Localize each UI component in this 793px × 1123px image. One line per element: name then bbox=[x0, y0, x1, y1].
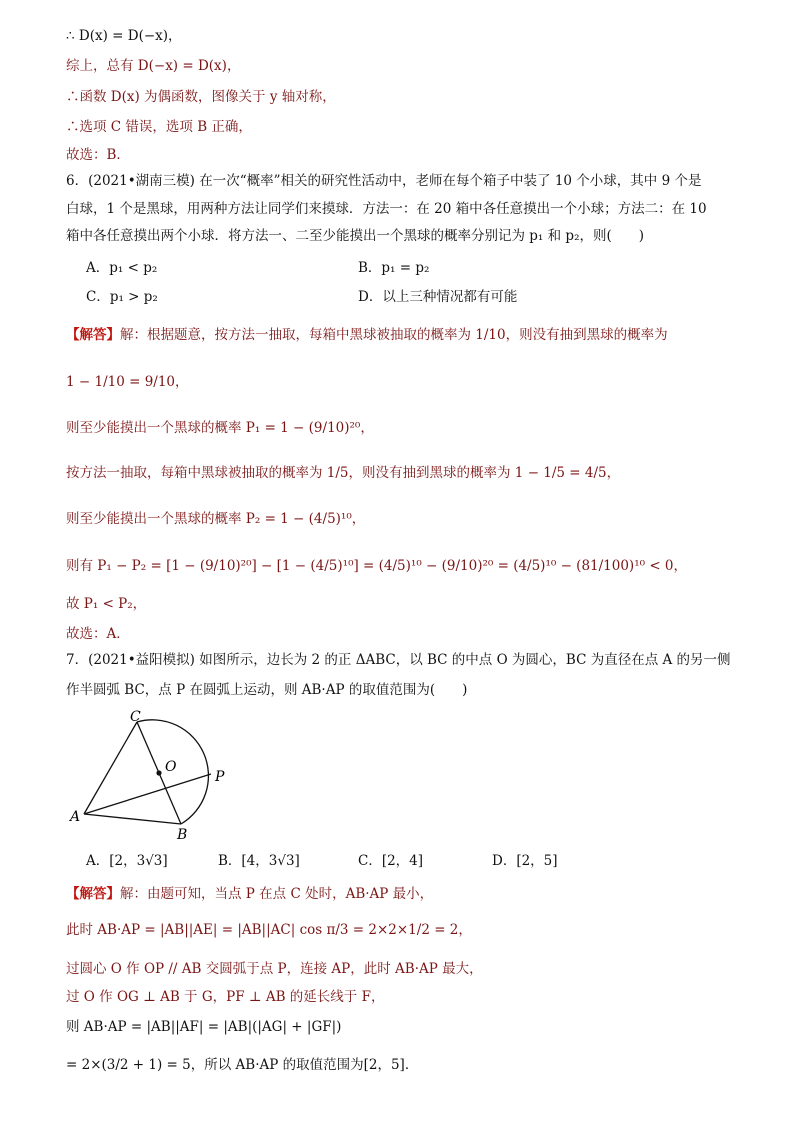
q7-option-b: B．[4，3√3] bbox=[218, 853, 300, 869]
q7-answer-tag: 【解答】 bbox=[66, 886, 120, 902]
label-b: B bbox=[177, 827, 188, 842]
q6-answer-tag: 【解答】 bbox=[66, 327, 120, 343]
q6-option-a: A．p₁ < p₂ bbox=[86, 260, 158, 276]
q6-answer-line-1 bbox=[66, 325, 668, 345]
prev-line-5: 故选：B． bbox=[66, 147, 130, 163]
q6-answer-text-1: 解：根据题意，按方法一抽取，每箱中黑球被抽取的概率为 1/10，则没有抽到黑球的概率为 bbox=[120, 327, 668, 343]
q7-answer-line-1 bbox=[66, 884, 433, 904]
label-c: C bbox=[130, 709, 141, 725]
q6-answer-line-8: 故选：A． bbox=[66, 626, 130, 642]
q6-option-b: B．p₁ = p₂ bbox=[358, 260, 430, 276]
prev-line-4: ∴选项 C 错误，选项 B 正确， bbox=[66, 119, 252, 135]
center-point-o bbox=[156, 770, 161, 775]
q7-answer-line-5: 则 AB·AP = |AB||AF| = |AB|(|AG| + |GF|) bbox=[66, 1019, 342, 1035]
q7-stem-2: 作半圆弧 BC，点 P 在圆弧上运动，则 AB·AP 的取值范围为( ) bbox=[66, 682, 468, 698]
q7-answer-text-1: 解：由题可知，当点 P 在点 C 处时，AB·AP 最小， bbox=[120, 886, 434, 902]
q6-option-c: C．p₁ > p₂ bbox=[86, 289, 158, 305]
label-o: O bbox=[165, 759, 177, 775]
q7-stem-1: 7．(2021•益阳模拟) 如图所示，边长为 2 的正 ΔABC，以 BC 的中点 O 为圆心，BC 为直径在点 A 的另一侧 bbox=[66, 652, 731, 668]
prev-line-2: 综上，总有 D(−x) = D(x)， bbox=[66, 58, 241, 74]
q7-option-c: C．[2，4] bbox=[358, 853, 424, 869]
q7-answer-line-4: 过 O 作 OG ⊥ AB 于 G，PF ⊥ AB 的延长线于 F， bbox=[66, 989, 385, 1005]
prev-line-3: ∴函数 D(x) 为偶函数，图像关于 y 轴对称， bbox=[66, 89, 336, 105]
q7-answer-line-2: 此时 AB·AP = |AB||AE| = |AB||AC| cos π/3 = 2×2×1/2 = 2， bbox=[66, 922, 472, 938]
q6-answer-line-6: 则有 P₁ − P₂ = [1 − (9/10)²⁰] − [1 − (4/5)¹⁰] = (4/5)¹⁰ − (9/10)²⁰ = (4/5)¹⁰ − (81/100)¹⁰ < 0， bbox=[66, 558, 688, 574]
q6-answer-line-4: 按方法一抽取，每箱中黑球被抽取的概率为 1/5，则没有抽到黑球的概率为 1 − 1/5 = 4/5， bbox=[66, 465, 621, 481]
q7-triangle-semicircle-figure bbox=[66, 702, 326, 842]
q7-option-a: A．[2，3√3] bbox=[86, 853, 168, 869]
prev-line-1: ∴ D(x) = D(−x)， bbox=[66, 28, 182, 44]
q6-answer-line-5: 则至少能摸出一个黑球的概率 P₂ = 1 − (4/5)¹⁰， bbox=[66, 511, 366, 527]
label-a: A bbox=[70, 809, 81, 825]
q6-stem-2: 白球，1 个是黑球，用两种方法让同学们来摸球．方法一：在 20 箱中各任意摸出一个小球；方法二：在 10 bbox=[66, 201, 707, 217]
label-p: P bbox=[215, 769, 225, 785]
side-ab bbox=[84, 814, 181, 824]
q6-answer-line-3: 则至少能摸出一个黑球的概率 P₁ = 1 − (9/10)²⁰， bbox=[66, 420, 374, 436]
q7-answer-line-6: = 2×(3/2 + 1) = 5，所以 AB·AP 的取值范围为[2，5]． bbox=[66, 1057, 419, 1073]
q7-option-d: D．[2，5] bbox=[492, 853, 558, 869]
q6-stem-1: 6．(2021•湖南三模) 在一次“概率”相关的研究性活动中，老师在每个箱子中装了 10 个小球，其中 9 个是 bbox=[66, 173, 702, 189]
q6-answer-line-2: 1 − 1/10 = 9/10， bbox=[66, 374, 189, 390]
q6-option-d: D．以上三种情况都有可能 bbox=[358, 289, 518, 305]
q6-stem-3: 箱中各任意摸出两个小球．将方法一、二至少能摸出一个黑球的概率分别记为 p₁ 和 p₂，则( ) bbox=[66, 228, 645, 244]
q6-answer-line-7: 故 P₁ < P₂， bbox=[66, 596, 147, 612]
q7-answer-line-3: 过圆心 O 作 OP // AB 交圆弧于点 P，连接 AP，此时 AB·AP 最大， bbox=[66, 961, 483, 977]
